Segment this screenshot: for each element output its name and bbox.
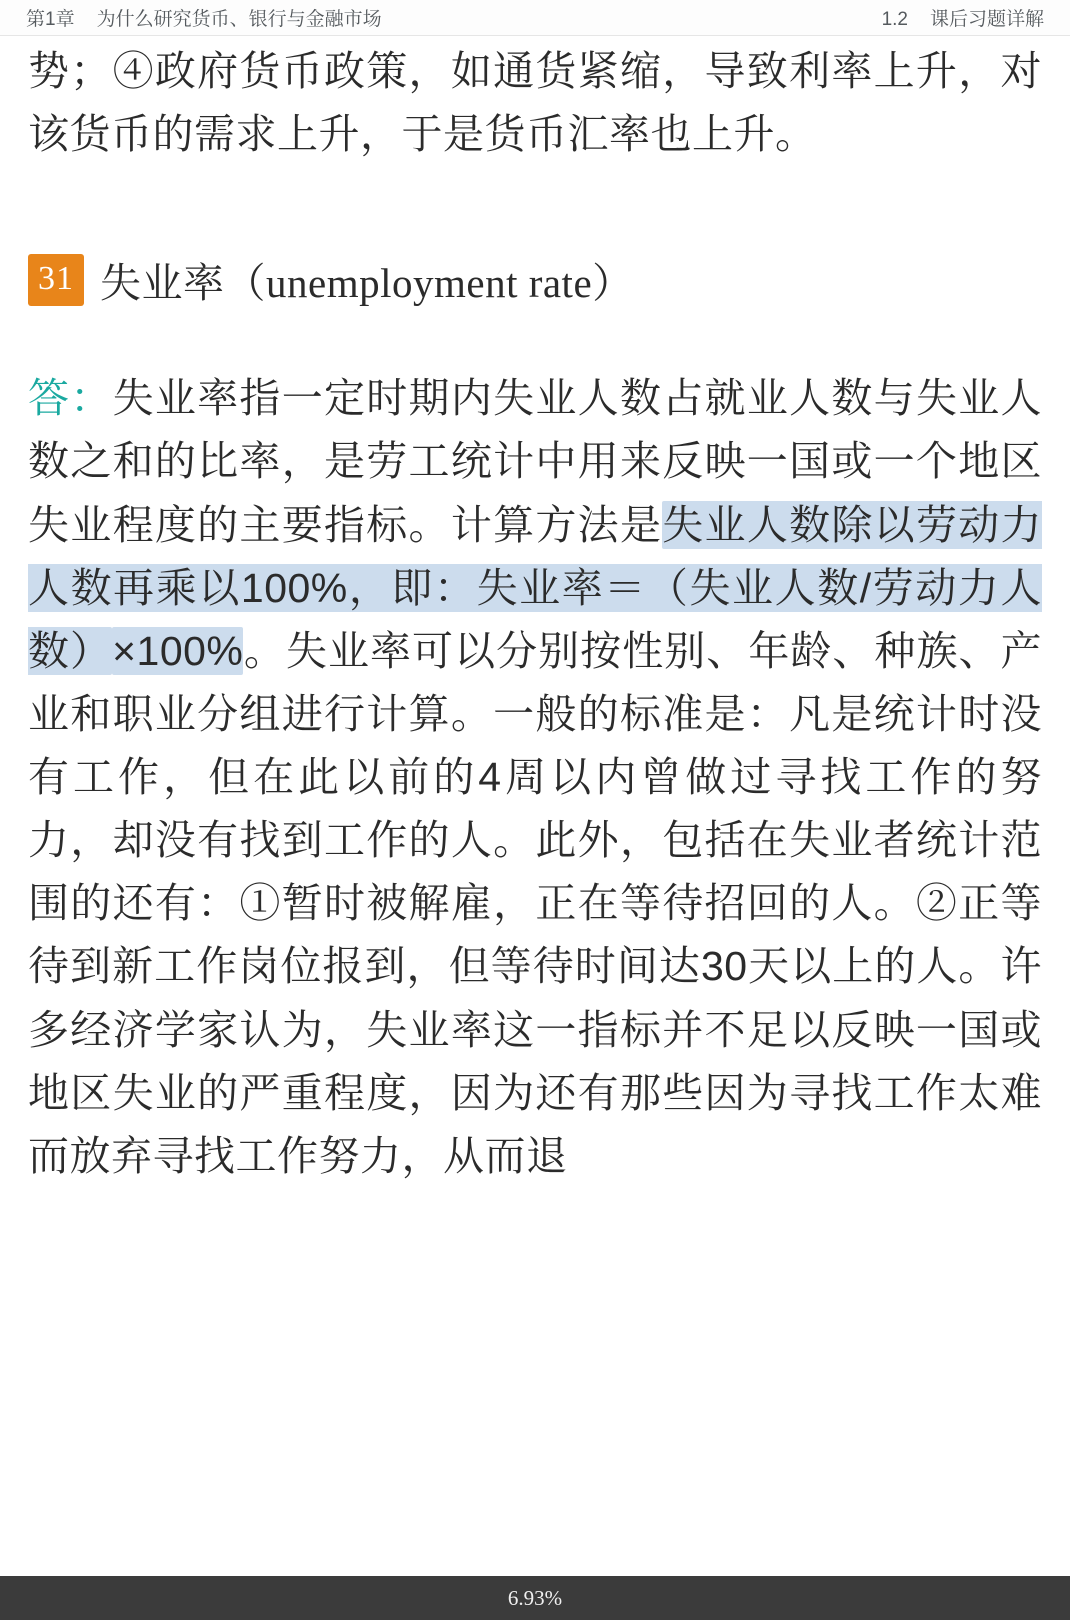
answer-highlight-2: ×100% [112, 627, 244, 674]
continued-paragraph: 势；④政府货币政策，如通货紧缩，导致利率上升，对该货币的需求上升，于是货币汇率也上升。 [28, 48, 1042, 158]
header-section-number: 1.2 [881, 9, 908, 30]
reading-progress-label: 6.93% [507, 1585, 563, 1610]
header-chapter-number: 第1章 [26, 9, 75, 30]
answer-part-1: 失业率指一定时期内失业人数占就业人数与失业人数之和的比率，是劳工统计中用来反映一国或一个地区失业程度的主要指标。计算方法是 [28, 375, 1043, 548]
page-header [0, 0, 1070, 36]
reading-progress-bar[interactable] [0, 1576, 1070, 1620]
header-chapter-group [26, 4, 382, 31]
question-number-badge: 31 [28, 254, 84, 306]
header-section-title: 课后习题详解 [929, 9, 1044, 30]
answer-part-2: 。失业率可以分别按性别、年龄、种族、产业和职业分组进行计算。一般的标准是：凡是统计时没有工作，但在此以前的4周以内曾做过寻找工作的努力，却没有找到工作的人。此外，包括在失业者统计范围的还有：①暂时被解雇，正在等待招回的人。②正等待到新工作岗位报到，但等待时间达30天以上的人。许多经济学家认为，失业率这一指标并不足以反映一国或地区失业的严重程度，因为还有那些因为寻找工作太难而放弃寻找工作努力，从而退 [28, 627, 1043, 1179]
header-section-group [882, 4, 1044, 31]
page-content [0, 36, 1070, 1576]
answer-highlight-1: 失业人数除以劳动力人数再乘以100%，即：失业率＝（失业人数/劳动力人数） [28, 501, 1043, 674]
question-term-en: （unemployment rate） [224, 260, 634, 307]
answer-body [28, 367, 1042, 1188]
question-heading [28, 250, 1042, 309]
header-chapter-title: 为什么研究货币、银行与金融市场 [96, 9, 382, 30]
question-title [100, 250, 634, 309]
question-term-cn: 失业率 [100, 260, 225, 307]
answer-label: 答： [28, 375, 113, 422]
